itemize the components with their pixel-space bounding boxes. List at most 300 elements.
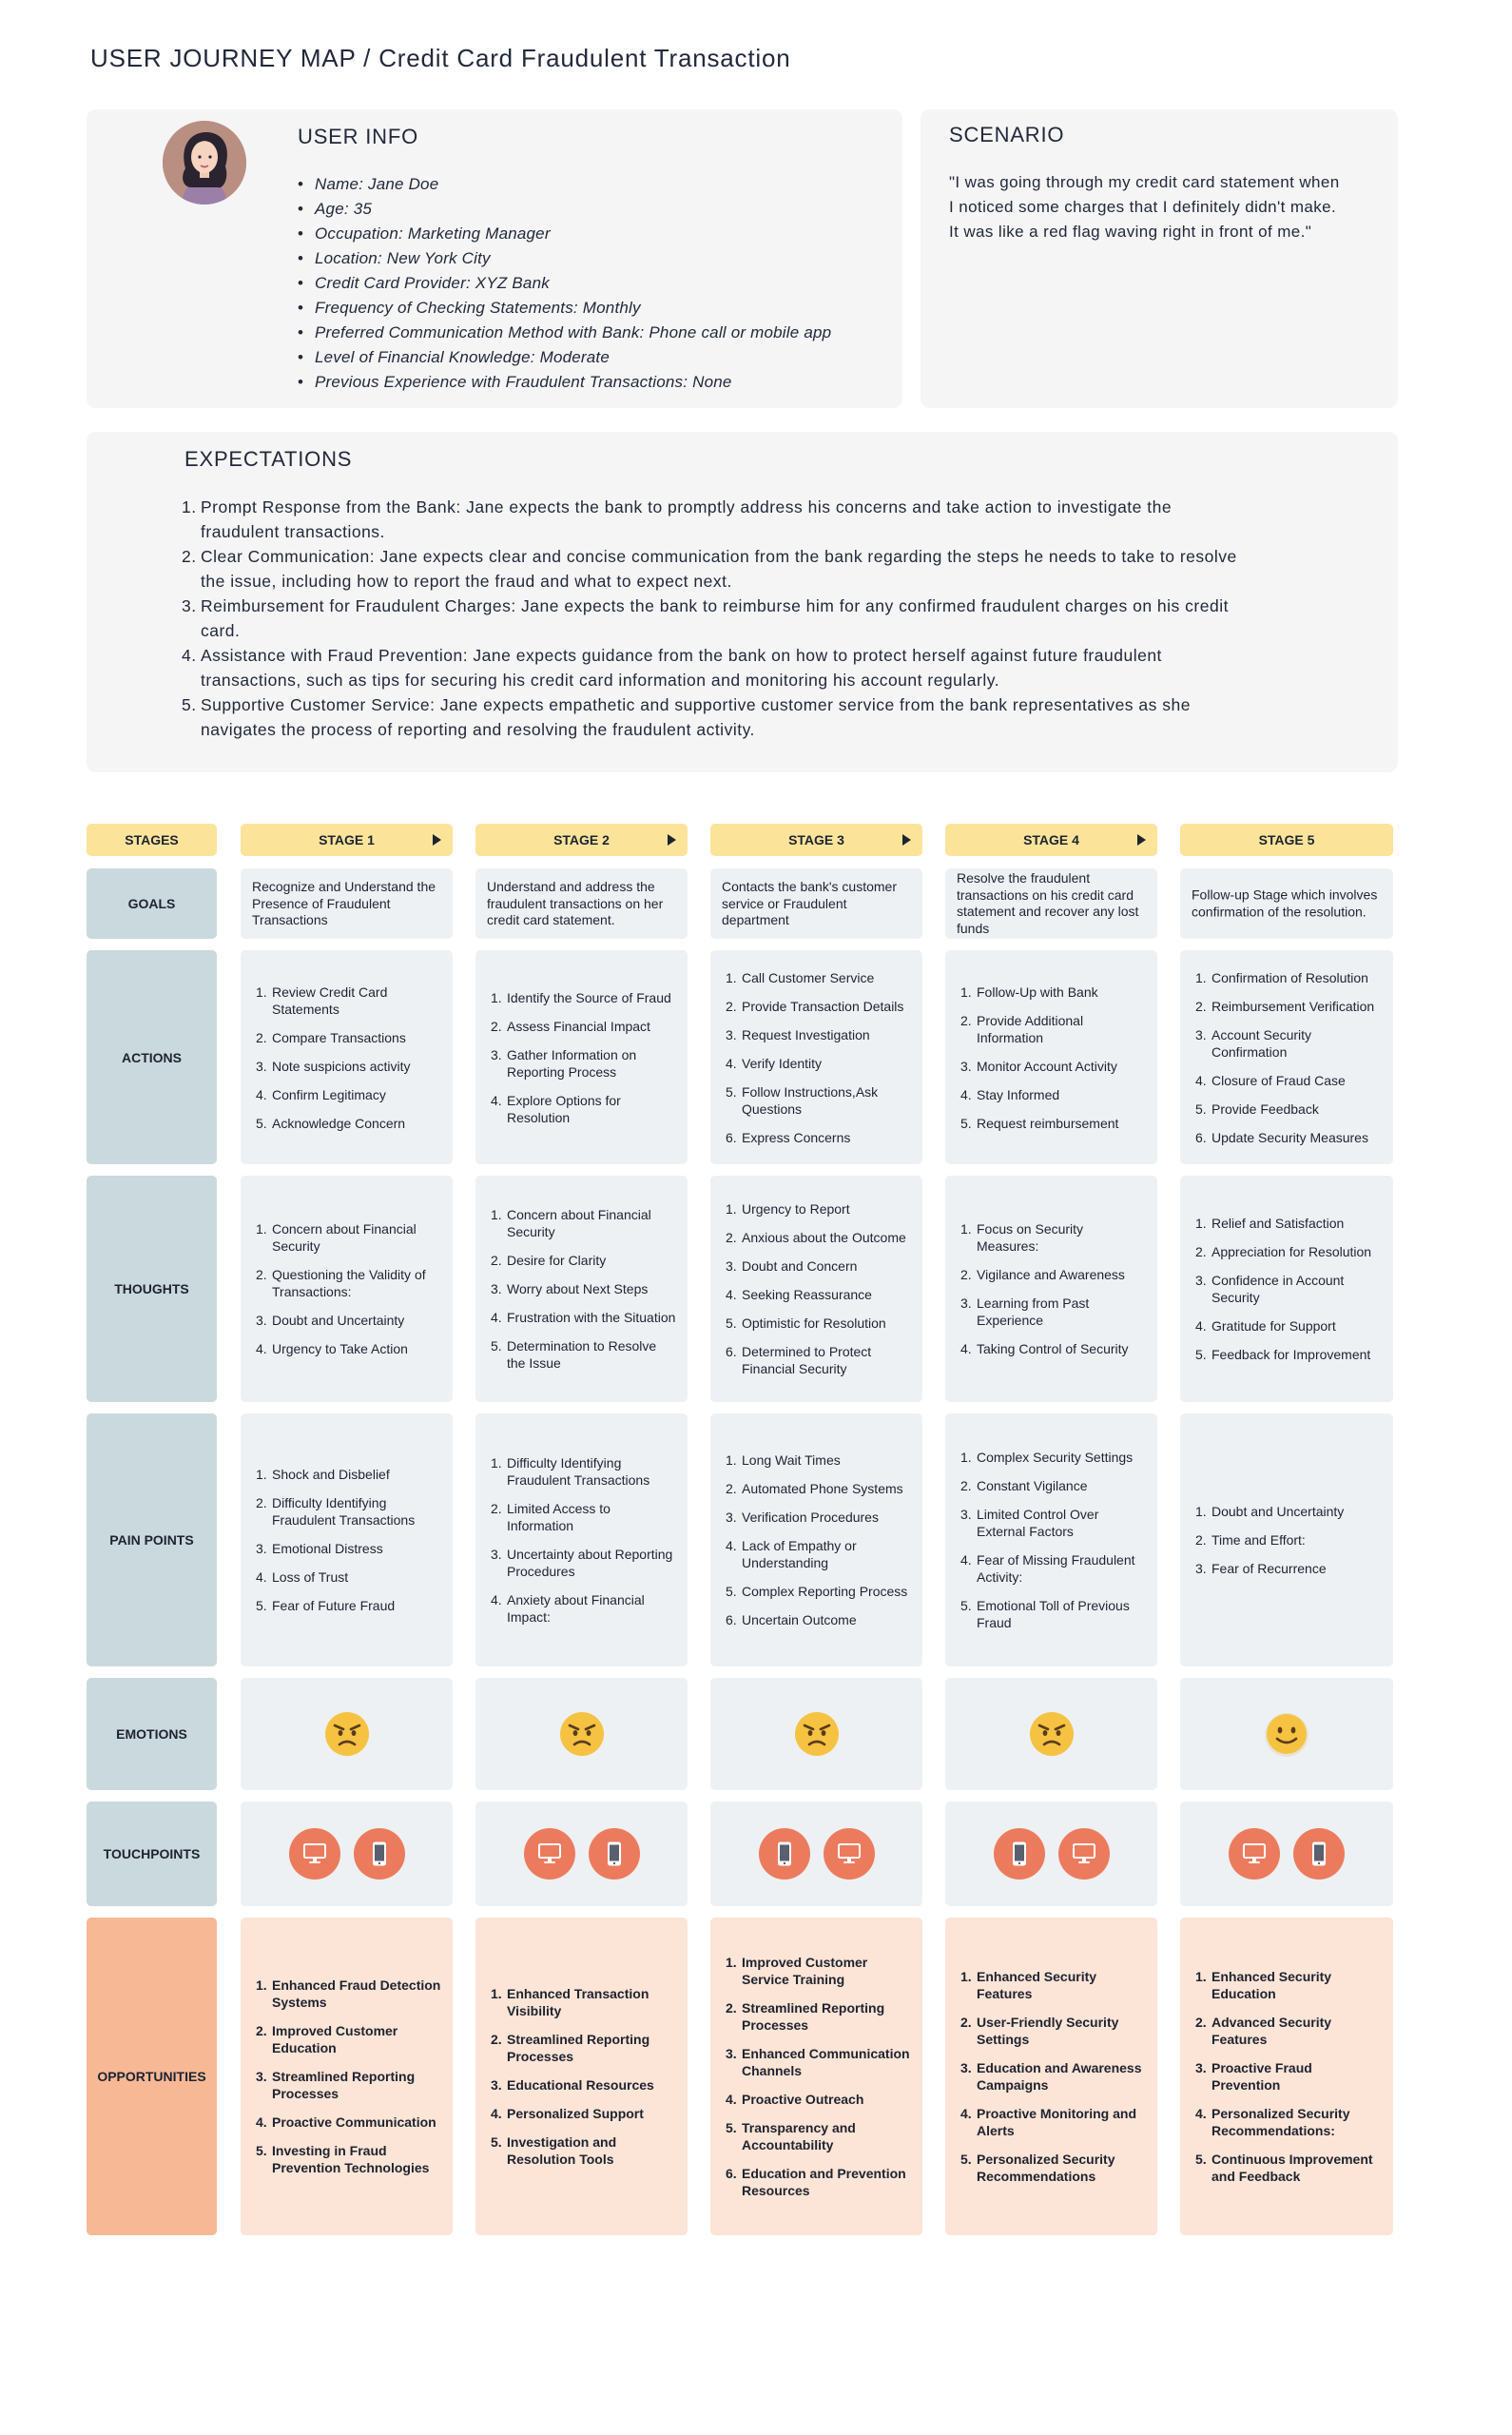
- list-text: Request reimbursement: [977, 1115, 1119, 1131]
- list-text: Confirm Legitimacy: [272, 1086, 386, 1102]
- list-number: 3.: [256, 1541, 267, 1556]
- expectation-item: 4. Assistance with Fraud Prevention: Jane expects guidance from the bank on how to protect herself against future fraudulent transactions, such as tips for securing his credit card information and monitoring his account regularly.: [182, 646, 1162, 690]
- list-item: [960, 984, 1148, 1001]
- list-number: 3.: [1195, 1273, 1207, 1288]
- user-info-item: • Preferred Communication Method with Bank: Phone call or mobile app: [298, 321, 831, 345]
- list-text: Transparency and Accountability: [742, 2120, 856, 2153]
- thoughts-list: [960, 1220, 1148, 1357]
- list-number: 2.: [960, 1478, 972, 1493]
- list-item: [256, 1312, 443, 1329]
- list-text: Confidence in Account Security: [1212, 1273, 1345, 1305]
- list-text: Concern about Financial Security: [507, 1207, 651, 1239]
- list-item: [256, 1597, 443, 1614]
- list-item: [491, 1252, 678, 1269]
- list-number: 5.: [960, 2152, 972, 2167]
- list-number: 2.: [726, 998, 737, 1014]
- list-item: [726, 1257, 913, 1275]
- list-text: Lack of Empathy or Understanding: [742, 1538, 857, 1570]
- goal-text: Contacts the bank's customer service or Fraudulent department: [722, 878, 897, 927]
- list-item: [726, 1611, 913, 1628]
- list-item: [491, 1309, 678, 1326]
- list-number: 4.: [1195, 2106, 1207, 2121]
- touchpoint-cell: [475, 1802, 688, 1906]
- list-item: [726, 1315, 913, 1332]
- mobile-icon: [589, 1828, 640, 1880]
- list-text: Automated Phone Systems: [742, 1481, 903, 1496]
- goal-text: Resolve the fraudulent transactions on his credit card statement and recover any lost funds: [957, 870, 1139, 936]
- list-number: 6.: [726, 1129, 737, 1145]
- list-item: [256, 1494, 443, 1529]
- list-number: 2.: [960, 2015, 972, 2030]
- avatar-illustration: [163, 121, 246, 205]
- list-item: [256, 1220, 443, 1255]
- list-text: Anxious about the Outcome: [742, 1230, 906, 1245]
- list-text: Frustration with the Situation: [507, 1310, 676, 1325]
- list-number: 3.: [491, 2077, 502, 2093]
- touchpoint-icons: [710, 1828, 922, 1880]
- list-number: 2.: [1195, 998, 1207, 1014]
- list-number: 1.: [726, 1955, 737, 1970]
- list-text: Concern about Financial Security: [272, 1221, 417, 1254]
- row-label-stages: STAGES: [87, 824, 217, 856]
- list-item: [1195, 1101, 1384, 1118]
- list-text: Note suspicions activity: [272, 1058, 411, 1074]
- scenario-text: "I was going through my credit card statement when I noticed some charges that I definitely didn't make. It was like a red flag waving right in front of me.": [949, 173, 1340, 241]
- stage-header-2: [475, 824, 688, 856]
- list-item: [491, 1018, 678, 1035]
- user-info-item: • Credit Card Provider: XYZ Bank: [298, 271, 831, 296]
- thoughts-list: [256, 1220, 443, 1357]
- list-number: 3.: [960, 2060, 972, 2075]
- stage-name: STAGE 3: [788, 832, 844, 847]
- list-number: 5.: [726, 1315, 737, 1331]
- list-item: [960, 2105, 1148, 2139]
- list-number: 5.: [960, 1598, 972, 1613]
- stage-name: STAGE 5: [1258, 832, 1315, 847]
- list-text: Stay Informed: [977, 1086, 1060, 1102]
- list-text: Verification Procedures: [742, 1510, 879, 1525]
- list-item: [726, 1451, 913, 1469]
- list-text: Acknowledge Concern: [272, 1115, 406, 1131]
- list-number: 3.: [960, 1295, 972, 1311]
- list-number: 5.: [491, 1338, 502, 1354]
- opportunities-cell: [241, 1918, 453, 2235]
- list-number: 2.: [491, 2032, 502, 2047]
- list-item: [491, 989, 678, 1006]
- list-item: [491, 2133, 678, 2168]
- emotion-cell: [710, 1678, 922, 1790]
- list-number: 5.: [1195, 1347, 1207, 1362]
- list-item: [491, 1206, 678, 1240]
- list-number: 5.: [726, 1584, 737, 1599]
- list-text: Confirmation of Resolution: [1212, 969, 1368, 985]
- list-text: Doubt and Uncertainty: [1212, 1504, 1345, 1519]
- list-text: Determination to Resolve the Issue: [507, 1338, 657, 1371]
- list-item: [726, 2119, 913, 2153]
- list-item: [1195, 1026, 1384, 1061]
- thoughts-cell: [710, 1176, 922, 1402]
- list-number: 5.: [726, 1083, 737, 1100]
- pain-points-cell: [241, 1413, 453, 1666]
- expectation-item: 2. Clear Communication: Jane expects clear and concise communication from the bank regarding the steps he needs to take to resolve the issue, including how to report the fraud and what to expect next.: [182, 547, 1237, 591]
- list-number: 2.: [256, 1495, 267, 1510]
- list-number: 3.: [256, 1313, 267, 1328]
- list-text: Worry about Next Steps: [507, 1281, 649, 1296]
- list-item: [1195, 1317, 1384, 1334]
- angry-face-icon: [558, 1710, 606, 1758]
- pain-points-list: [256, 1466, 443, 1614]
- list-text: Anxiety about Financial Impact:: [507, 1592, 645, 1625]
- goal-cell: [1180, 868, 1393, 939]
- touchpoint-cell: [241, 1802, 453, 1906]
- list-item: [256, 1977, 443, 2011]
- list-text: Complex Reporting Process: [742, 1584, 908, 1599]
- goal-text: Follow-up Stage which involves confirmation of the resolution.: [1192, 886, 1378, 919]
- list-number: 5.: [256, 1115, 267, 1131]
- thoughts-list: [726, 1200, 913, 1377]
- list-item: [726, 1026, 913, 1043]
- list-text: Streamlined Reporting Processes: [272, 2069, 416, 2101]
- list-number: 3.: [256, 2069, 267, 2084]
- list-item: [256, 2022, 443, 2056]
- list-text: Doubt and Uncertainty: [272, 1313, 405, 1328]
- list-number: 3.: [960, 1058, 972, 1074]
- actions-cell: [1180, 950, 1393, 1164]
- actions-list: [960, 984, 1148, 1132]
- list-item: [960, 1058, 1148, 1075]
- list-number: 1.: [960, 1450, 972, 1465]
- list-text: Fear of Future Fraud: [272, 1598, 396, 1613]
- list-item: [960, 1115, 1148, 1132]
- list-number: 1.: [1195, 1504, 1207, 1519]
- list-number: 3.: [1195, 1026, 1207, 1042]
- list-item: [256, 984, 443, 1018]
- list-text: Constant Vigilance: [977, 1478, 1088, 1493]
- list-text: Relief and Satisfaction: [1212, 1216, 1345, 1231]
- goal-cell: [475, 868, 688, 939]
- list-text: Enhanced Transaction Visibility: [507, 1986, 649, 2018]
- opportunities-list: [256, 1977, 443, 2176]
- list-number: 2.: [1195, 2015, 1207, 2030]
- list-item: [726, 2045, 913, 2079]
- list-number: 4.: [726, 1538, 737, 1553]
- user-info-heading: USER INFO: [298, 125, 418, 148]
- list-item: [256, 2068, 443, 2102]
- list-text: Investing in Fraud Prevention Technologies: [272, 2143, 430, 2175]
- list-number: 1.: [256, 1221, 267, 1237]
- actions-list: [726, 969, 913, 1146]
- emotion-cell: [475, 1678, 688, 1790]
- list-text: Monitor Account Activity: [977, 1058, 1117, 1074]
- goal-text: Understand and address the fraudulent transactions on her credit card statement.: [487, 878, 664, 927]
- list-number: 3.: [491, 1046, 502, 1062]
- list-number: 2.: [256, 2023, 267, 2038]
- list-number: 4.: [491, 1092, 502, 1108]
- opportunities-cell: [1180, 1918, 1393, 2235]
- list-text: Focus on Security Measures:: [977, 1221, 1084, 1254]
- play-arrow-icon: [668, 834, 676, 846]
- list-text: Emotional Toll of Previous Fraud: [977, 1598, 1130, 1630]
- user-info-item: • Name: Jane Doe: [298, 172, 831, 197]
- list-text: Doubt and Concern: [742, 1258, 858, 1274]
- desktop-icon: [1058, 1828, 1110, 1880]
- list-text: Provide Transaction Details: [742, 998, 904, 1014]
- mobile-icon: [994, 1828, 1045, 1880]
- list-item: [726, 1999, 913, 2034]
- list-number: 4.: [726, 1287, 737, 1302]
- page-title: USER JOURNEY MAP / Credit Card Fraudulent Transaction: [90, 44, 791, 72]
- list-item: [726, 1343, 913, 1377]
- list-item: [1195, 1215, 1384, 1232]
- goal-text: Recognize and Understand the Presence of Fraudulent Transactions: [252, 878, 436, 927]
- stage-header-3: [710, 824, 922, 856]
- list-number: 5.: [491, 2134, 502, 2150]
- emotion-cell: [1180, 1678, 1393, 1790]
- list-text: Investigation and Resolution Tools: [507, 2134, 617, 2167]
- list-item: [256, 1029, 443, 1046]
- list-text: Emotional Distress: [272, 1541, 383, 1556]
- emotion-cell: [241, 1678, 453, 1790]
- list-number: 4.: [256, 1569, 267, 1585]
- list-text: Assess Financial Impact: [507, 1018, 650, 1034]
- list-number: 2.: [491, 1018, 502, 1034]
- list-number: 4.: [726, 1055, 737, 1071]
- list-item: [726, 1083, 913, 1118]
- list-text: Education and Prevention Resources: [742, 2166, 906, 2198]
- list-text: Closure of Fraud Case: [1212, 1072, 1346, 1088]
- desktop-icon: [289, 1828, 340, 1880]
- list-number: 1.: [1195, 1216, 1207, 1231]
- stage-header-5: [1180, 824, 1393, 856]
- list-number: 3.: [1195, 1561, 1207, 1576]
- list-number: 3.: [726, 1510, 737, 1525]
- list-text: Provide Additional Information: [977, 1012, 1084, 1045]
- list-item: [256, 2142, 443, 2176]
- list-text: Enhanced Security Education: [1212, 1969, 1332, 2001]
- list-item: [1195, 1129, 1384, 1146]
- list-number: 3.: [726, 1026, 737, 1042]
- list-item: [726, 1055, 913, 1072]
- row-label-emotions: EMOTIONS: [87, 1678, 217, 1790]
- list-text: Express Concerns: [742, 1129, 851, 1145]
- list-text: Limited Access to Information: [507, 1501, 611, 1533]
- list-number: 4.: [1195, 1318, 1207, 1334]
- list-item: [491, 1092, 678, 1126]
- list-number: 2.: [491, 1253, 502, 1268]
- angry-face-icon: [793, 1710, 841, 1758]
- stage-name: STAGE 2: [553, 832, 610, 847]
- row-label-actions: ACTIONS: [87, 950, 217, 1164]
- thoughts-cell: [945, 1176, 1157, 1402]
- list-item: [491, 2105, 678, 2122]
- list-text: Explore Options for Resolution: [507, 1092, 621, 1125]
- list-number: 3.: [726, 2046, 737, 2061]
- list-number: 4.: [726, 2092, 737, 2107]
- list-item: [491, 1546, 678, 1580]
- touchpoint-cell: [1180, 1802, 1393, 1906]
- list-number: 2.: [491, 1501, 502, 1516]
- list-text: Proactive Outreach: [742, 2092, 864, 2107]
- row-label-opportunities: OPPORTUNITIES: [87, 1918, 217, 2235]
- list-item: [256, 1540, 443, 1557]
- actions-list: [491, 989, 678, 1126]
- play-arrow-icon: [1137, 834, 1146, 846]
- list-number: 1.: [960, 984, 972, 1000]
- thoughts-list: [1195, 1215, 1384, 1363]
- list-item: [960, 1449, 1148, 1466]
- list-number: 1.: [960, 1969, 972, 1984]
- list-text: Fear of Missing Fraudulent Activity:: [977, 1552, 1135, 1585]
- desktop-icon: [1229, 1828, 1280, 1880]
- play-arrow-icon: [902, 834, 911, 846]
- list-number: 4.: [960, 2106, 972, 2121]
- actions-list: [256, 984, 443, 1132]
- list-item: [491, 1985, 678, 2019]
- list-item: [1195, 1072, 1384, 1089]
- pain-points-list: [726, 1451, 913, 1628]
- expectations-panel: [87, 432, 1398, 772]
- list-text: Verify Identity: [742, 1055, 823, 1071]
- opportunities-list: [491, 1985, 678, 2168]
- opportunities-cell: [475, 1918, 688, 2235]
- stage-name: STAGE 4: [1023, 832, 1079, 847]
- emotion-cell: [945, 1678, 1157, 1790]
- user-info-item: • Occupation: Marketing Manager: [298, 222, 831, 246]
- list-item: [491, 1454, 678, 1489]
- list-text: Reimbursement Verification: [1212, 998, 1375, 1014]
- list-text: Learning from Past Experience: [977, 1295, 1090, 1328]
- list-item: [726, 1509, 913, 1526]
- row-label-pain-points: PAIN POINTS: [87, 1413, 217, 1666]
- list-item: [1195, 969, 1384, 986]
- expectation-item: 1. Prompt Response from the Bank: Jane expects the bank to promptly address his concerns and take action to investigate the fraudulent transactions.: [182, 497, 1173, 541]
- opportunities-list: [1195, 1968, 1384, 2185]
- list-item: [960, 1295, 1148, 1329]
- list-text: Provide Feedback: [1212, 1101, 1319, 1117]
- list-number: 4.: [256, 1086, 267, 1102]
- list-item: [1195, 2151, 1384, 2185]
- list-number: 1.: [726, 1452, 737, 1468]
- list-text: Proactive Fraud Prevention: [1212, 2060, 1312, 2093]
- touchpoint-cell: [945, 1802, 1157, 1906]
- list-item: [726, 2165, 913, 2199]
- stage-header-1: [241, 824, 453, 856]
- actions-cell: [475, 950, 688, 1164]
- list-item: [726, 998, 913, 1015]
- list-item: [960, 2059, 1148, 2094]
- pain-points-list: [960, 1449, 1148, 1631]
- goal-cell: [945, 868, 1157, 939]
- list-number: 2.: [960, 1267, 972, 1282]
- goal-cell: [241, 868, 453, 939]
- list-text: Follow Instructions,Ask Questions: [742, 1083, 879, 1117]
- list-number: 1.: [1195, 969, 1207, 985]
- list-number: 6.: [726, 2166, 737, 2181]
- list-number: 4.: [1195, 1072, 1207, 1088]
- list-text: Advanced Security Features: [1212, 2015, 1332, 2047]
- list-text: Update Security Measures: [1212, 1129, 1368, 1145]
- thoughts-cell: [1180, 1176, 1393, 1402]
- list-number: 4.: [491, 1310, 502, 1325]
- list-number: 2.: [726, 1481, 737, 1496]
- mobile-icon: [1293, 1828, 1345, 1880]
- list-item: [960, 1477, 1148, 1494]
- list-number: 4.: [491, 1592, 502, 1607]
- list-text: User-Friendly Security Settings: [977, 2015, 1119, 2047]
- list-item: [1195, 1272, 1384, 1306]
- list-text: Gratitude for Support: [1212, 1318, 1336, 1334]
- list-item: [960, 1220, 1148, 1255]
- list-item: [960, 2151, 1148, 2185]
- list-item: [256, 1115, 443, 1132]
- list-number: 5.: [1195, 2152, 1207, 2167]
- list-item: [256, 1568, 443, 1586]
- list-item: [960, 1597, 1148, 1631]
- list-text: Taking Control of Security: [977, 1341, 1129, 1356]
- list-item: [726, 1286, 913, 1303]
- list-text: Time and Effort:: [1212, 1532, 1306, 1548]
- pain-points-list: [491, 1454, 678, 1626]
- actions-cell: [710, 950, 922, 1164]
- list-number: 2.: [256, 1029, 267, 1045]
- angry-face-icon: [1028, 1710, 1076, 1758]
- list-number: 5.: [1195, 1101, 1207, 1117]
- user-info-item: • Location: New York City: [298, 246, 831, 271]
- list-number: 3.: [960, 1507, 972, 1522]
- list-text: Follow-Up with Bank: [977, 984, 1098, 1000]
- list-number: 4.: [960, 1552, 972, 1568]
- list-text: Vigilance and Awareness: [977, 1267, 1125, 1282]
- thoughts-list: [491, 1206, 678, 1372]
- list-item: [491, 1337, 678, 1372]
- list-text: Proactive Monitoring and Alerts: [977, 2106, 1137, 2138]
- list-item: [491, 2076, 678, 2094]
- user-info-list: [298, 172, 831, 395]
- list-item: [256, 1340, 443, 1357]
- opportunities-cell: [710, 1918, 922, 2235]
- list-text: Shock and Disbelief: [272, 1467, 390, 1482]
- list-text: Questioning the Validity of Transactions:: [272, 1267, 426, 1299]
- list-number: 4.: [960, 1086, 972, 1102]
- list-item: [491, 2031, 678, 2065]
- scenario-heading: SCENARIO: [949, 123, 1065, 146]
- play-arrow-icon: [433, 834, 441, 846]
- row-label-goals: GOALS: [87, 868, 217, 939]
- list-text: Feedback for Improvement: [1212, 1347, 1371, 1362]
- list-text: Enhanced Security Features: [977, 1969, 1097, 2001]
- list-item: [960, 1012, 1148, 1046]
- list-item: [1195, 2105, 1384, 2139]
- opportunities-cell: [945, 1918, 1157, 2235]
- list-text: Educational Resources: [507, 2077, 654, 2093]
- list-number: 1.: [256, 1467, 267, 1482]
- list-text: Account Security Confirmation: [1212, 1026, 1312, 1060]
- list-item: [1195, 998, 1384, 1015]
- pain-points-list: [1195, 1503, 1384, 1577]
- list-text: Long Wait Times: [742, 1452, 841, 1468]
- goal-cell: [710, 868, 922, 939]
- list-text: Optimistic for Resolution: [742, 1315, 886, 1331]
- list-number: 1.: [491, 1455, 502, 1471]
- scenario-panel: [921, 109, 1398, 408]
- row-label-touchpoints: TOUCHPOINTS: [87, 1802, 217, 1906]
- list-number: 6.: [1195, 1129, 1207, 1145]
- actions-cell: [241, 950, 453, 1164]
- list-number: 5.: [256, 2143, 267, 2158]
- list-item: [960, 2014, 1148, 2048]
- list-number: 4.: [256, 1341, 267, 1356]
- mobile-icon: [354, 1828, 405, 1880]
